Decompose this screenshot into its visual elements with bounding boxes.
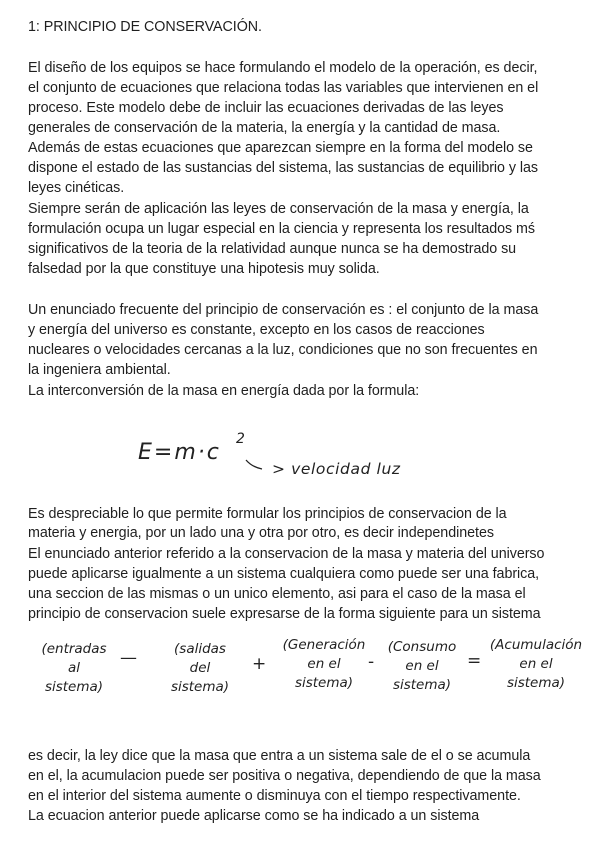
section-heading: 1: PRINCIPIO DE CONSERVACIÓN. [28, 19, 262, 35]
minus-operator: - [368, 652, 375, 672]
arrow-icon [244, 458, 266, 472]
text-line: puede aplicarse igualmente a un sistema cualquiera como puede ser una fabrica, [28, 566, 540, 582]
text-line: Siempre serán de aplicación las leyes de conservación de la masa y energía, la [28, 201, 529, 217]
term-line: sistema) [294, 675, 354, 691]
term-line: sistema) [392, 677, 452, 693]
text-line: significativos de la teoria de la relatividad aunque nunca se ha demostrado su [28, 241, 517, 257]
text-line: Un enunciado frecuente del principio de conservación es : el conjunto de la masa [28, 302, 539, 318]
equation-exponent: 2 [236, 431, 245, 447]
text-line: dispone el estado de las sustancias del sistema, las sustancias de equilibrio y las [28, 160, 539, 176]
term-line: (Consumo [387, 639, 457, 655]
term-line: en el [307, 656, 341, 672]
text-line: una seccion de las mismas o un unico elemento, asi para el caso de la masa el [28, 586, 526, 602]
balance-term-accumulation [478, 636, 594, 693]
term-line: en el [519, 656, 553, 672]
term-line: (Generación [282, 637, 366, 653]
term-line: (entradas [41, 641, 107, 657]
equals-operator: = [467, 651, 482, 671]
balance-term-generation [270, 636, 378, 693]
text-line: principio de conservacion suele expresarse de la forma siguiente para un sistema [28, 606, 541, 622]
text-line: en el, la acumulacion puede ser positiva o negativa, dependiendo de que la masa [28, 768, 541, 784]
text-line: falsedad por la que constituye una hipotesis muy solida. [28, 261, 380, 277]
text-line: leyes cinéticas. [28, 180, 125, 196]
plus-operator: + [252, 654, 267, 674]
term-line: (Acumulación [489, 637, 583, 653]
text-line: generales de conservación de la materia, la energía y la cantidad de masa. [28, 120, 501, 136]
text-line: en el interior del sistema aumente o disminuya con el tiempo respectivamente. [28, 788, 521, 804]
text-line: y energía del universo es constante, excepto en los casos de reacciones [28, 322, 485, 338]
balance-term-outputs [150, 640, 250, 697]
term-line: sistema) [44, 679, 104, 695]
text-line: formulación ocupa un lugar especial en la ciencia y representa los resultados mś [28, 221, 535, 237]
equation-annotation: > velocidad luz [272, 460, 401, 478]
term-line: en el [405, 658, 439, 674]
text-line: es decir, la ley dice que la masa que entra a un sistema sale de el o se acumula [28, 748, 531, 764]
balance-term-consumption [374, 638, 470, 695]
term-line: sistema) [506, 675, 566, 691]
text-line: Es despreciable lo que permite formular los principios de conservacion de la [28, 506, 507, 522]
term-line: al [67, 660, 81, 676]
equation-main: E=m·c [138, 440, 221, 465]
text-line: La ecuacion anterior puede aplicarse como se ha indicado a un sistema [28, 808, 480, 824]
text-line: La interconversión de la masa en energía dada por la formula: [28, 383, 420, 399]
term-line: del [189, 660, 211, 676]
term-line: sistema) [170, 679, 230, 695]
minus-operator: — [120, 648, 137, 668]
text-line: El diseño de los equipos se hace formulando el modelo de la operación, es decir, [28, 60, 538, 76]
balance-term-inputs [24, 640, 124, 697]
text-line: El enunciado anterior referido a la conservacion de la masa y materia del universo [28, 546, 545, 562]
text-line: materia y energia, por un lado una y otra por otro, es decir independinetes [28, 525, 494, 541]
text-line: Además de estas ecuaciones que aparezcan siempre en la forma del modelo se [28, 140, 533, 156]
text-line: la ingeniera ambiental. [28, 362, 171, 378]
term-line: (salidas [174, 641, 226, 657]
text-line: el conjunto de ecuaciones que relaciona todas las variables que intervienen en el [28, 80, 539, 96]
text-line: nucleares o velocidades cercanas a la luz, condiciones que no son frecuentes en [28, 342, 538, 358]
text-line: proceso. Este modelo debe de incluir las ecuaciones derivadas de las leyes [28, 100, 504, 116]
